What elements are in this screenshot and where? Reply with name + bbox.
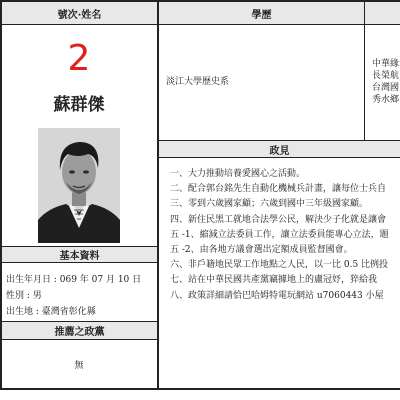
experience-line: 秀水鄉 <box>372 95 400 105</box>
birth-date: 出生年月日 : 069 年 07 月 10 日 <box>6 275 142 285</box>
header-basic-info: 基本資料 <box>2 247 157 262</box>
politics-item: 四、新住民黑工就地合法學公民，解決少子化就是讓會 <box>170 214 387 225</box>
politics-item: 七、站在中華民國共產黨竊據地上的盧冠妤，猝給我 <box>170 275 378 286</box>
header-party: 推薦之政黨 <box>2 322 157 339</box>
birthplace: 出生地 : 臺灣省彰化縣 <box>6 307 96 317</box>
experience-list <box>372 58 399 106</box>
header-experience-blank <box>365 2 400 24</box>
politics-item: 五 -2、由各地方議會選出定額成員監督國會。 <box>170 244 353 255</box>
education-text: 淡江大學歷史系 <box>166 77 230 87</box>
basic-header-line <box>0 262 158 263</box>
experience-line: 台灣國 <box>372 83 400 93</box>
header-row-line <box>0 24 400 25</box>
politics-item: 三、零到六歲國家顧；六歲到國中三年級國家顧。 <box>170 199 369 210</box>
candidate-photo <box>38 128 120 243</box>
experience-line: 中華緣 <box>372 59 400 69</box>
politics-list <box>170 167 389 304</box>
header-politics: 政見 <box>159 141 400 157</box>
politics-item: 二、配合郭台銘先生自動化機械兵計畫，讓每位士兵自 <box>170 184 387 195</box>
politics-item: 八、政策詳細請恰巴哈姆特電玩網站 u7060443 小屋 <box>170 290 384 301</box>
party-header-line <box>0 339 158 340</box>
politics-item: 一、大力推動培養愛國心之活動。 <box>170 169 306 179</box>
header-number-name: 號次·姓名 <box>2 2 157 24</box>
portrait-image <box>38 128 120 243</box>
party-value: 無 <box>74 361 84 371</box>
experience-line: 長榮航 <box>372 71 400 81</box>
politics-item: 五 -1、縮減立法委員工作，讓立法委員能專心立法，題 <box>170 229 389 240</box>
candidate-number: 2 <box>67 38 91 79</box>
gender: 性別 : 男 <box>6 291 42 301</box>
candidate-name: 蘇群傑 <box>53 95 105 115</box>
politics-item: 六、非戶籍地民眾工作地點之人民，以一比 0.5 比例投 <box>170 260 389 271</box>
header-education: 學歷 <box>159 2 364 24</box>
border-bottom <box>0 388 400 390</box>
politics-header-line <box>157 157 400 158</box>
